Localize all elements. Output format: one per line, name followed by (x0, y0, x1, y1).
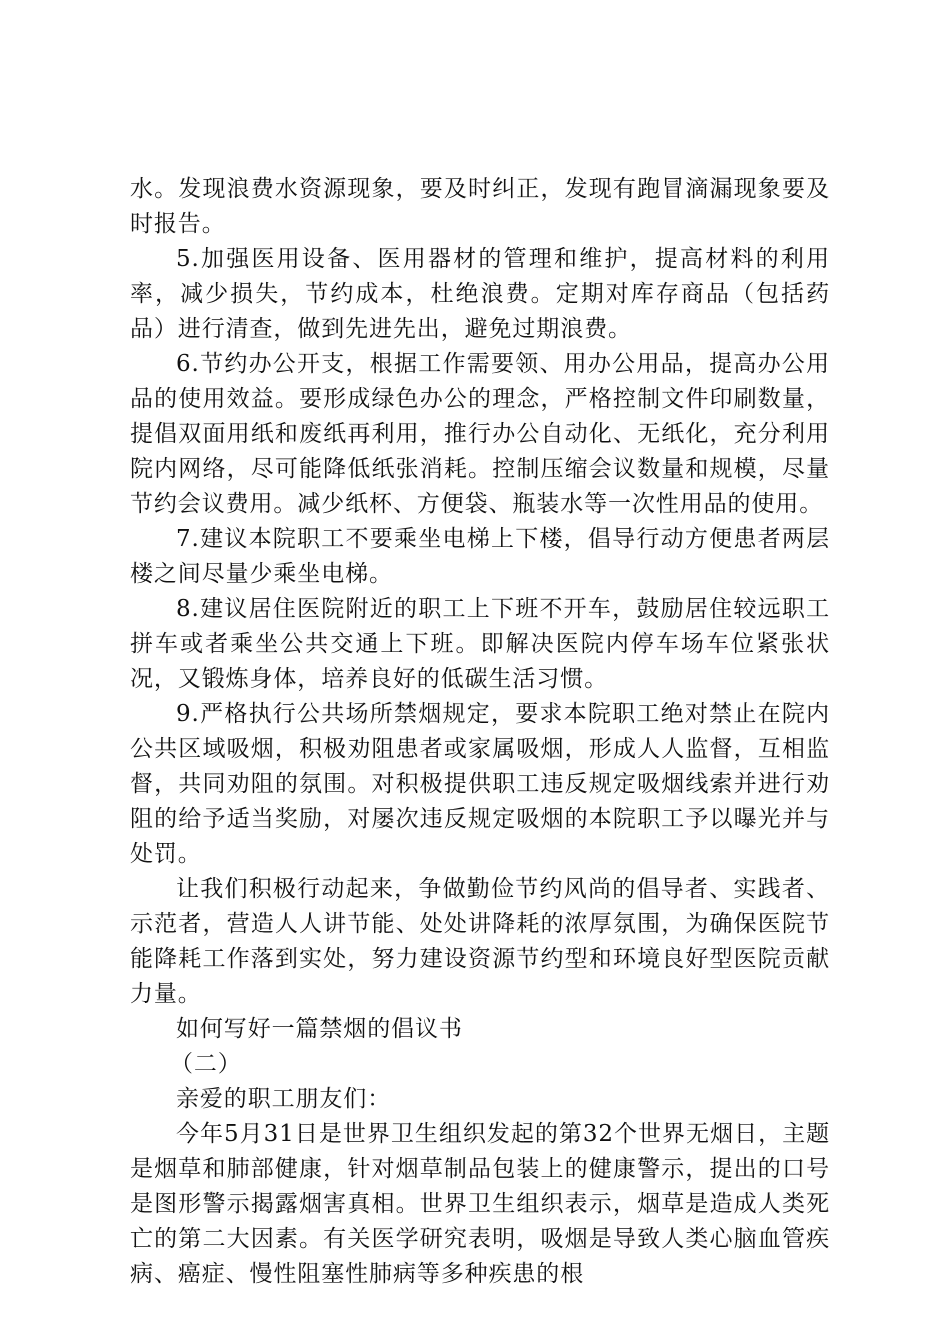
paragraph-item-8: 8.建议居住医院附近的职工上下班不开车，鼓励居住较远职工拼车或者乘坐公共交通上下班。即解决医院内停车场车位紧张状况，又锻炼身体，培养良好的低碳生活习惯。 (130, 596, 830, 692)
document-page (130, 172, 830, 1292)
section-heading: 如何写好一篇禁烟的倡议书 (176, 1016, 463, 1042)
salutation: 亲爱的职工朋友们： (176, 1086, 392, 1112)
paragraph-call-to-action: 让我们积极行动起来，争做勤俭节约风尚的倡导者、实践者、示范者，营造人人讲节能、处处讲降耗的浓厚氛围，为确保医院节能降耗工作落到实处，努力建设资源节约型和环境良好型医院贡献力量。 (130, 876, 830, 1007)
section-number: （二） (170, 1051, 242, 1077)
paragraph-item-9: 9.严格执行公共场所禁烟规定，要求本院职工绝对禁止在院内公共区域吸烟，积极劝阻患者或家属吸烟，形成人人监督，互相监督，共同劝阻的氛围。对积极提供职工违反规定吸烟线索并进行劝阻的给予适当奖励，对屡次违反规定吸烟的本院职工予以曝光并与处罚。 (130, 701, 830, 867)
paragraph-water: 水。发现浪费水资源现象，要及时纠正，发现有跑冒滴漏现象要及时报告。 (130, 176, 830, 237)
paragraph-item-6: 6.节约办公开支，根据工作需要领、用办公用品，提高办公用品的使用效益。要形成绿色办公的理念，严格控制文件印刷数量，提倡双面用纸和废纸再利用，推行办公自动化、无纸化，充分利用院内网络，尽可能降低纸张消耗。控制压缩会议数量和规模，尽量节约会议费用。减少纸杯、方便袋、瓶装水等一次性用品的使用。 (130, 351, 830, 517)
paragraph-item-5: 5.加强医用设备、医用器材的管理和维护，提高材料的利用率，减少损失，节约成本，杜绝浪费。定期对库存商品（包括药品）进行清查，做到先进先出，避免过期浪费。 (130, 246, 830, 342)
paragraph-item-7: 7.建议本院职工不要乘坐电梯上下楼，倡导行动方便患者两层楼之间尽量少乘坐电梯。 (130, 526, 830, 587)
paragraph-world-no-tobacco-day: 今年5月31日是世界卫生组织发起的第32个世界无烟日，主题是烟草和肺部健康，针对烟草制品包装上的健康警示，提出的口号是图形警示揭露烟害真相。世界卫生组织表示，烟草是造成人类死亡的第二大因素。有关医学研究表明，吸烟是导致人类心脑血管疾病、癌症、慢性阻塞性肺病等多种疾患的根 (130, 1121, 830, 1287)
